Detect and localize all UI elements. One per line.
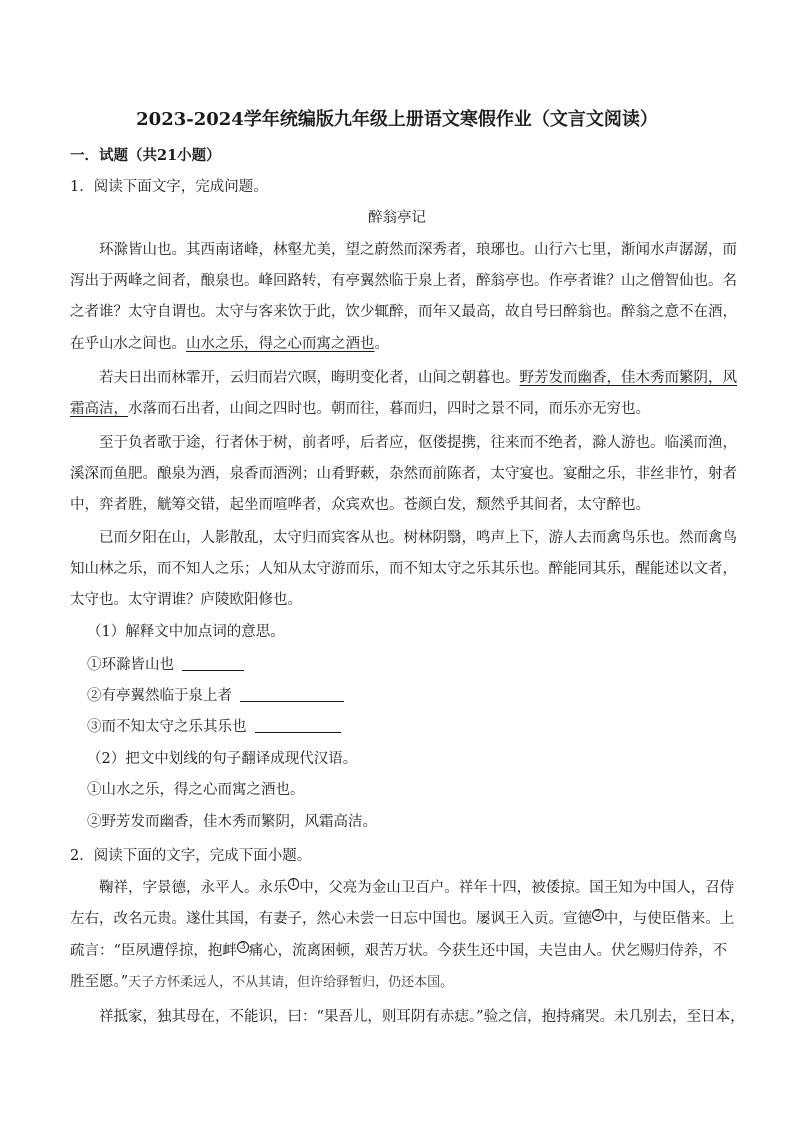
passage-line: 已而夕阳在山，人影散乱，太守归而宾客从也。树林阴翳，鸣声上下，游人去而禽鸟乐也。然而禽鸟 [99, 530, 737, 546]
subquestion-item [87, 717, 742, 737]
question-1-prompt: 1．阅读下面文字，完成问题。 [70, 179, 268, 195]
footnote-marker: 2 [592, 909, 604, 921]
passage-line [70, 399, 725, 419]
underlined-sentence: 山水之乐，得之心而寓之酒也 [186, 336, 375, 352]
passage-line [99, 878, 754, 898]
passage-text: 若夫日出而林霏开，云归而岩穴暝，晦明变化者，山间之朝暮也。 [99, 370, 520, 386]
page-title: 2023-2024学年统编版九年级上册语文寒假作业（文言文阅读） [136, 109, 658, 130]
passage-text: 中，与使臣偕来。上 [603, 911, 735, 927]
passage-line: 中，弈者胜，觥筹交错，起坐而喧哗者，众宾欢也。苍颜白发，颓然乎其间者，太守醉也。 [70, 497, 650, 513]
underlined-sentence: 野芳发而幽香，佳木秀而繁阴，风 [519, 370, 737, 386]
subquestion-item [87, 686, 742, 706]
passage-line [99, 368, 754, 388]
passage-title: 醉翁亭记 [368, 210, 426, 226]
passage-line: 知山林之乐，而不知人之乐；人知从太守游而乐，而不知太守之乐其乐也。醉能同其乐，醒能述以文者， [70, 561, 737, 577]
passage-text: 鞠祥，字景德，永平人。永乐 [99, 880, 288, 896]
subquestion-item: ②野芳发而幽香，佳木秀而繁阴，风霜高洁。 [87, 814, 377, 830]
subquestion-item [87, 655, 742, 675]
subquestion-2: （2）把文中划线的句子翻译成现代汉语。 [87, 751, 358, 767]
passage-line: 至于负者歌于途，行者休于树，前者呼，后者应，伛偻提携，往来而不绝者，滁人游也。临溪而渔， [99, 435, 737, 451]
passage-line: 太守也。太守谓谁？庐陵欧阳修也。 [70, 592, 302, 608]
question-2-prompt: 2．阅读下面的文字，完成下面小题。 [70, 848, 312, 864]
passage-line: 之者谁？太守自谓也。太守与客来饮于此，饮少辄醉，而年又最高，故自号曰醉翁也。醉翁之意不在酒， [70, 304, 737, 320]
answer-blank[interactable] [255, 718, 341, 733]
item-text: ②有亭翼然临于泉上者 [87, 688, 232, 704]
passage-text: 胜至愿。” [70, 974, 129, 990]
passage-text: 痛心，流离困顿，艰苦万状。今获生还中国，夫岂由人。伏乞赐归侍养，不 [248, 943, 728, 959]
item-text: ①环滁皆山也 [87, 657, 174, 673]
answer-blank[interactable] [240, 687, 344, 702]
footnote-marker: 1 [288, 878, 300, 890]
passage-text: 。 [374, 336, 389, 352]
subquestion-item: ①山水之乐，得之心而寓之酒也。 [87, 782, 305, 798]
passage-line: 溪深而鱼肥。酿泉为酒，泉香而酒洌；山肴野蔌，杂然而前陈者，太守宴也。宴酣之乐，非丝非竹，射者 [70, 466, 737, 482]
passage-line [70, 909, 735, 929]
passage-text: 水落而石出者，山间之四时也。朝而往，暮而归，四时之景不同，而乐亦无穷也。 [128, 401, 650, 417]
passage-line: 泻出于两峰之间者，酿泉也。峰回路转，有亭翼然临于泉上者，醉翁亭也。作亭者谁？山之僧智仙也。名 [70, 273, 737, 289]
passage-line: 环滁皆山也。其西南诸峰，林壑尤美，望之蔚然而深秀者，琅琊也。山行六七里，渐闻水声潺潺，而 [99, 242, 737, 258]
passage-line: 祥抵家，独其母在，不能识，曰：“果吾儿，则耳阴有赤痣。”验之信，抱持痛哭。未几别去，至日本， [99, 1009, 745, 1025]
passage-text: 疏言：“臣夙遭俘掠，抱衅 [70, 943, 237, 959]
subquestion-1: （1）解释文中加点词的意思。 [87, 624, 285, 640]
footnote-marker: 3 [237, 941, 249, 953]
answer-blank[interactable] [182, 656, 244, 671]
underlined-sentence: 霜高洁， [70, 401, 128, 417]
passage-line [70, 941, 728, 961]
passage-text: 在乎山水之间也。 [70, 336, 186, 352]
passage-line [70, 972, 725, 993]
passage-line [70, 334, 725, 354]
section-heading: 一．试题（共21小题） [70, 147, 221, 164]
passage-note: 天子方怀柔远人，不从其请，但许给驿暂归，仍还本国。 [128, 975, 454, 990]
item-text: ③而不知太守之乐其乐也 [87, 719, 247, 735]
passage-text: 中，父亮为金山卫百户。祥年十四，被倭掠。国王知为中国人，召侍 [299, 880, 735, 896]
passage-text: 左右，改名元贵。遂仕其国，有妻子，然心未尝一日忘中国也。屡讽王入贡。宣德 [70, 911, 592, 927]
